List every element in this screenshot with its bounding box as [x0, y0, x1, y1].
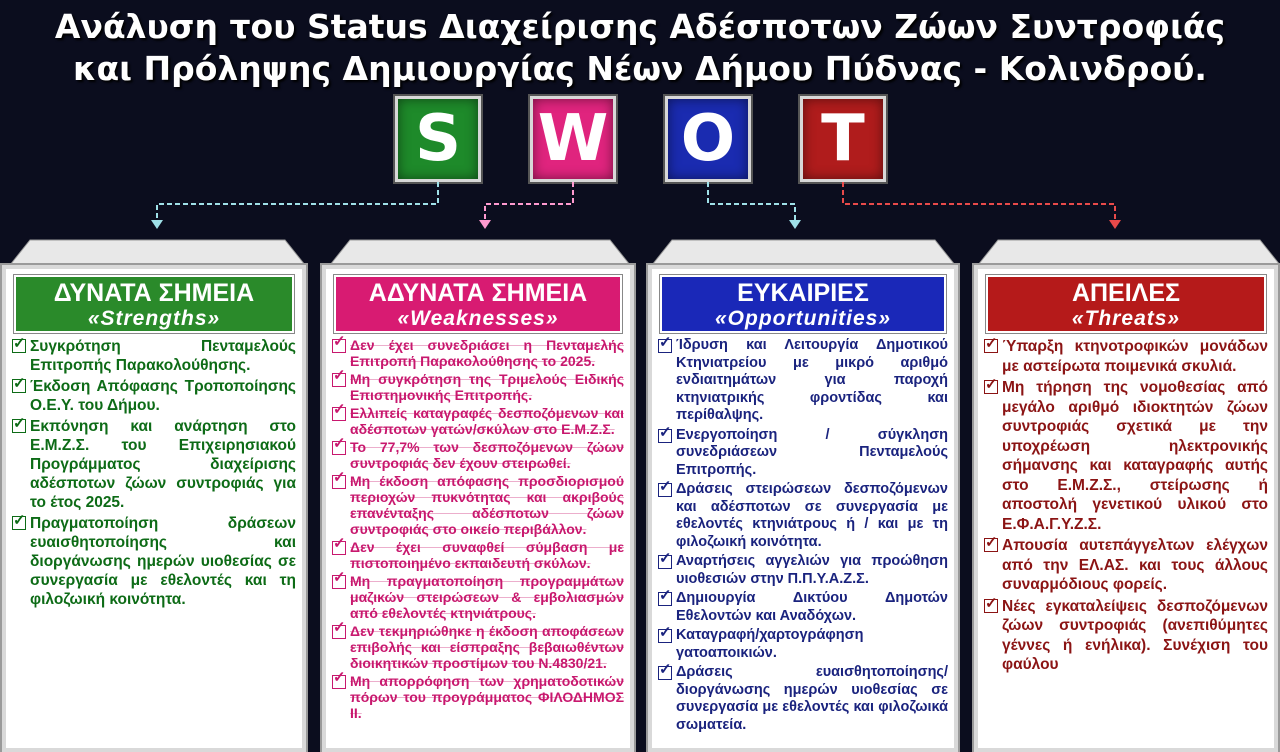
list-item: ✓ Ύπαρξη κτηνοτροφικών μονάδων με αστείρωτα ποιμενικά σκυλιά. — [984, 337, 1268, 376]
opportunities-subtitle: «Opportunities» — [714, 307, 892, 330]
panel-threats — [974, 265, 1278, 752]
swot-letter-w: W — [537, 102, 609, 176]
panel-tab-o — [652, 240, 955, 265]
weaknesses-banner — [334, 275, 622, 333]
list-item: ✓ Συγκρότηση Πενταμελούς Επιτροπής Παρακολούθησης. — [12, 337, 296, 375]
list-item: ✓ Το 77,7% των δεσποζόμενων ζώων συντροφιάς δεν έχουν στειρωθεί. — [332, 439, 624, 471]
panel-tab-w — [330, 240, 630, 265]
connector-w — [485, 182, 573, 222]
list-item: ✓ Δεν έχει συναφθεί σύμβαση με πιστοποιημένο εκπαιδευτή σκύλων. — [332, 539, 624, 571]
arrow-w — [479, 220, 491, 229]
list-item: ✓ Πραγματοποίηση δράσεων ευαισθητοποίησης και διοργάνωσης ημερών υιοθεσίας σε συνεργασία με εθελοντές και τη φιλοζωική κοινότητα. — [12, 514, 296, 609]
weaknesses-title: ΑΔΥΝΑΤΑ ΣΗΜΕΙΑ — [368, 279, 588, 307]
connector-t — [843, 182, 1115, 222]
list-item: ✓ Αναρτήσεις αγγελιών για προώθηση υιοθεσιών στην Π.Π.Υ.Α.Ζ.Σ. — [658, 553, 948, 588]
threats-title: ΑΠΕΙΛΕΣ — [1071, 279, 1181, 307]
opportunities-banner — [660, 275, 946, 333]
swot-letter-s: S — [414, 102, 462, 176]
connector-s — [157, 182, 438, 222]
arrow-o — [789, 220, 801, 229]
checkbox-icon — [984, 599, 998, 613]
list-item: ✓ Απουσία αυτεπάγγελτων ελέγχων από την ΕΛ.ΑΣ. και τους άλλους συναρμόδιους φορείς. — [984, 536, 1268, 595]
list-item: ✓ Δράσεις στειρώσεων δεσποζόμενων και αδέσποτων σε συνεργασία με εθελοντές κτηνιάτρους ή / και με τη φιλοζωική κοινότητα. — [658, 481, 948, 551]
list-item: ✓ Μη απορρόφηση των χρηματοδοτικών πόρων του προγράμματος ΦΙΛΟΔΗΜΟΣ ΙΙ. — [332, 673, 624, 721]
list-item: ✓ Έκδοση Απόφασης Τροποποίησης Ο.Ε.Υ. του Δήμου. — [12, 377, 296, 415]
checkbox-icon — [332, 675, 346, 689]
list-item: ✓ Εκπόνηση και ανάρτηση στο Ε.Μ.Ζ.Σ. του Επιχειρησιακού Προγράμματος διαχείρισης αδέσποτων ζώων συντροφιάς για το έτος 2025. — [12, 417, 296, 512]
panel-tab-t — [978, 240, 1280, 265]
list-item: ✓ Ίδρυση και Λειτουργία Δημοτικού Κτηνιατρείου με μικρό αριθμό ενδιαιτημάτων για παροχή κτηνιατρικής φροντίδας και περίθαλψης. — [658, 337, 948, 425]
list-item: ✓ Νέες εγκαταλείψεις δεσποζόμενων ζώων συντροφιάς (ανεπιθύμητες γέννες ή ενήλικα). Συνέχιση του φαύλου — [984, 597, 1268, 675]
list-item: ✓ Δεν έχει συνεδριάσει η Πενταμελής Επιτροπή Παρακολούθησης το 2025. — [332, 337, 624, 369]
weaknesses-list — [332, 337, 624, 721]
list-item: ✓ Δημιουργία Δικτύου Δημοτών Εθελοντών και Αναδόχων. — [658, 590, 948, 625]
panel-tab-s — [10, 240, 305, 265]
checkbox-icon — [332, 339, 346, 353]
checkbox-icon — [332, 373, 346, 387]
list-item: ✓ Δράσεις ευαισθητοποίησης/διοργάνωσης ημερών υιοθεσίας σε συνεργασία με εθελοντές και φιλοζωικά σωματεία. — [658, 664, 948, 734]
list-item: ✓ Καταγραφή/χαρτογράφηση γατοαποικιών. — [658, 627, 948, 662]
checkbox-icon — [12, 379, 26, 393]
threats-list — [984, 337, 1268, 675]
threats-subtitle: «Threats» — [1071, 307, 1181, 330]
checkbox-icon — [12, 339, 26, 353]
list-item: ✓ Μη πραγματοποίηση προγραμμάτων μαζικών στειρώσεων & εμβολιασμών από εθελοντές κτηνιάτρους. — [332, 573, 624, 621]
checkbox-icon — [984, 380, 998, 394]
checkbox-icon — [658, 339, 672, 353]
panel-strengths — [2, 265, 306, 752]
list-item: ✓ Ενεργοποίηση / σύγκληση συνεδριάσεων Πενταμελούς Επιτροπής. — [658, 427, 948, 480]
list-item: ✓ Μη συγκρότηση της Τριμελούς Ειδικής Επιστημονικής Επιτροπής. — [332, 371, 624, 403]
strengths-banner — [14, 275, 294, 333]
strengths-title: ΔΥΝΑΤΑ ΣΗΜΕΙΑ — [53, 279, 255, 307]
strengths-list — [12, 337, 296, 609]
checkbox-icon — [658, 555, 672, 569]
swot-letter-o: O — [680, 102, 736, 176]
threats-banner — [986, 275, 1266, 333]
checkbox-icon — [332, 441, 346, 455]
weaknesses-subtitle: «Weaknesses» — [397, 307, 559, 330]
checkbox-icon — [984, 538, 998, 552]
checkbox-icon — [658, 629, 672, 643]
arrow-s — [151, 220, 163, 229]
list-item: ✓ Δεν τεκμηριώθηκε η έκδοση αποφάσεων επιβολής και είσπραξης βεβαιωθέντων διοικητικών προστίμων του Ν.4830/21. — [332, 623, 624, 671]
title-line-2: και Πρόληψης Δημιουργίας Νέων Δήμου Πύδνας - Κολινδρού. — [73, 49, 1207, 88]
panel-opportunities — [648, 265, 958, 752]
checkbox-icon — [658, 429, 672, 443]
checkbox-icon — [984, 339, 998, 353]
checkbox-icon — [332, 475, 346, 489]
checkbox-icon — [658, 483, 672, 497]
arrow-t — [1109, 220, 1121, 229]
title-line-1: Ανάλυση του Status Διαχείρισης Αδέσποτων Ζώων Συντροφιάς — [54, 7, 1226, 46]
checkbox-icon — [658, 666, 672, 680]
checkbox-icon — [12, 516, 26, 530]
checkbox-icon — [658, 592, 672, 606]
connector-o — [708, 182, 795, 222]
opportunities-title: ΕΥΚΑΙΡΙΕΣ — [737, 279, 869, 307]
panel-weaknesses — [322, 265, 634, 752]
list-item: ✓ Μη τήρηση της νομοθεσίας από μεγάλο αριθμό ιδιοκτητών ζώων συντροφιάς σχετικά με την υποχρέωση ηλεκτρονικής σήμανσης και καταγραφής αυτής στο Ε.Μ.Ζ.Σ., στείρωσης ή αποστολή γενετικού υλικού στο Ε.Φ.Α.Γ.Υ.Ζ.Σ. — [984, 378, 1268, 534]
list-item: ✓ Ελλιπείς καταγραφές δεσποζόμενων και αδέσποτων γατών/σκύλων στο Ε.Μ.Ζ.Σ. — [332, 405, 624, 437]
list-item: ✓ Μη έκδοση απόφασης προσδιορισμού περιοχών πυκνότητας και ακριβούς επανένταξης αδέσποτων ζώων συντροφιάς στο οικείο περιβάλλον. — [332, 473, 624, 537]
checkbox-icon — [12, 419, 26, 433]
strengths-subtitle: «Strengths» — [87, 307, 221, 330]
checkbox-icon — [332, 575, 346, 589]
checkbox-icon — [332, 625, 346, 639]
opportunities-list — [658, 337, 948, 734]
swot-letter-t: T — [821, 102, 865, 176]
checkbox-icon — [332, 541, 346, 555]
checkbox-icon — [332, 407, 346, 421]
